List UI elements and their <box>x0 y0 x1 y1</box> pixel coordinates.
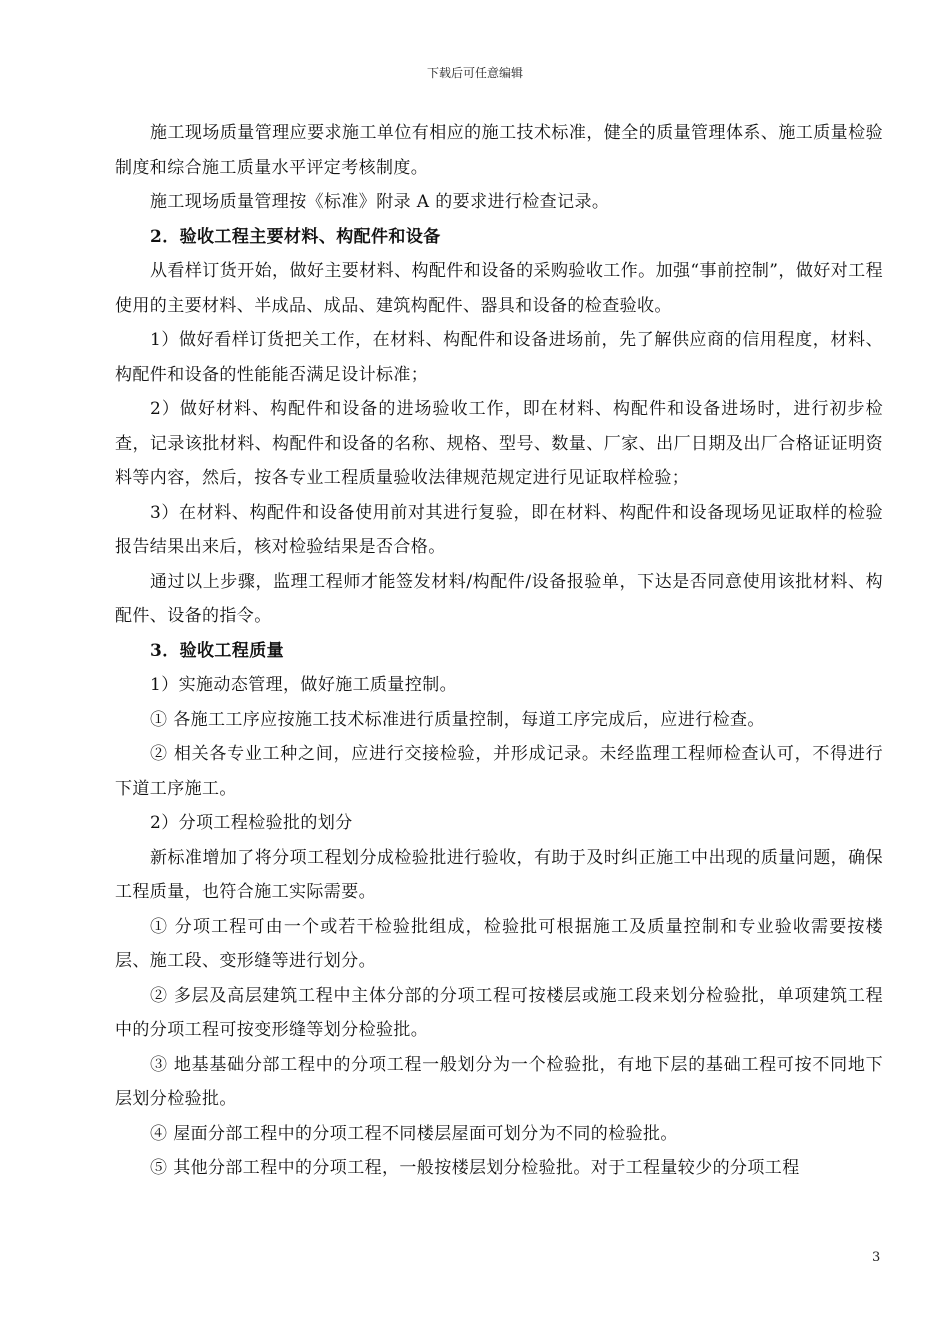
paragraph: 施工现场质量管理应要求施工单位有相应的施工技术标准，健全的质量管理体系、施工质量检验制度和综合施工质量水平评定考核制度。 <box>115 123 883 178</box>
paragraph: ② 多层及高层建筑工程中主体分部的分项工程可按楼层或施工段来划分检验批，单项建筑工程中的分项工程可按变形缝等划分检验批。 <box>115 985 883 1040</box>
paragraph: ① 分项工程可由一个或若干检验批组成，检验批可根据施工及质量控制和专业验收需要按楼层、施工段、变形缝等进行划分。 <box>115 916 883 971</box>
page-number: 3 <box>872 1250 881 1265</box>
paragraph: 3）在材料、构配件和设备使用前对其进行复验，即在材料、构配件和设备现场见证取样的检验报告结果出来后，核对检验结果是否合格。 <box>115 502 883 557</box>
section-heading: 3．验收工程质量 <box>150 640 285 661</box>
paragraph: 2）做好材料、构配件和设备的进场验收工作，即在材料、构配件和设备进场时，进行初步检查，记录该批材料、构配件和设备的名称、规格、型号、数量、厂家、出厂日期及出厂合格证证明资料等内容，然后，按各专业工程质量验收法律规范规定进行见证取样检验； <box>115 399 883 488</box>
paragraph: 通过以上步骤，监理工程师才能签发材料/构配件/设备报验单，下达是否同意使用该批材料、构配件、设备的指令。 <box>115 571 883 626</box>
page-header: 下载后可任意编辑 <box>426 66 523 80</box>
paragraph: 施工现场质量管理按《标准》附录 A 的要求进行检查记录。 <box>150 192 610 212</box>
section-heading: 2．验收工程主要材料、构配件和设备 <box>150 226 441 247</box>
paragraph: 1）做好看样订货把关工作，在材料、构配件和设备进场前，先了解供应商的信用程度，材料、构配件和设备的性能能否满足设计标准； <box>115 330 883 385</box>
paragraph: 1）实施动态管理，做好施工质量控制。 <box>150 675 458 695</box>
paragraph: 从看样订货开始，做好主要材料、构配件和设备的采购验收工作。加强“事前控制”，做好对工程使用的主要材料、半成品、成品、建筑构配件、器具和设备的检查验收。 <box>115 261 883 316</box>
paragraph: ⑤ 其他分部工程中的分项工程，一般按楼层划分检验批。对于工程量较少的分项工程 <box>150 1158 800 1178</box>
paragraph: 2）分项工程检验批的划分 <box>150 813 353 833</box>
paragraph: ③ 地基基础分部工程中的分项工程一般划分为一个检验批，有地下层的基础工程可按不同地下层划分检验批。 <box>115 1054 883 1109</box>
paragraph: ② 相关各专业工种之间，应进行交接检验，并形成记录。未经监理工程师检查认可，不得进行下道工序施工。 <box>115 744 883 799</box>
paragraph: ④ 屋面分部工程中的分项工程不同楼层屋面可划分为不同的检验批。 <box>150 1123 678 1144</box>
document-body <box>115 116 883 1186</box>
paragraph: 新标准增加了将分项工程划分成检验批进行验收，有助于及时纠正施工中出现的质量问题，确保工程质量，也符合施工实际需要。 <box>115 847 883 902</box>
paragraph: ① 各施工工序应按施工技术标准进行质量控制，每道工序完成后，应进行检查。 <box>150 709 765 730</box>
